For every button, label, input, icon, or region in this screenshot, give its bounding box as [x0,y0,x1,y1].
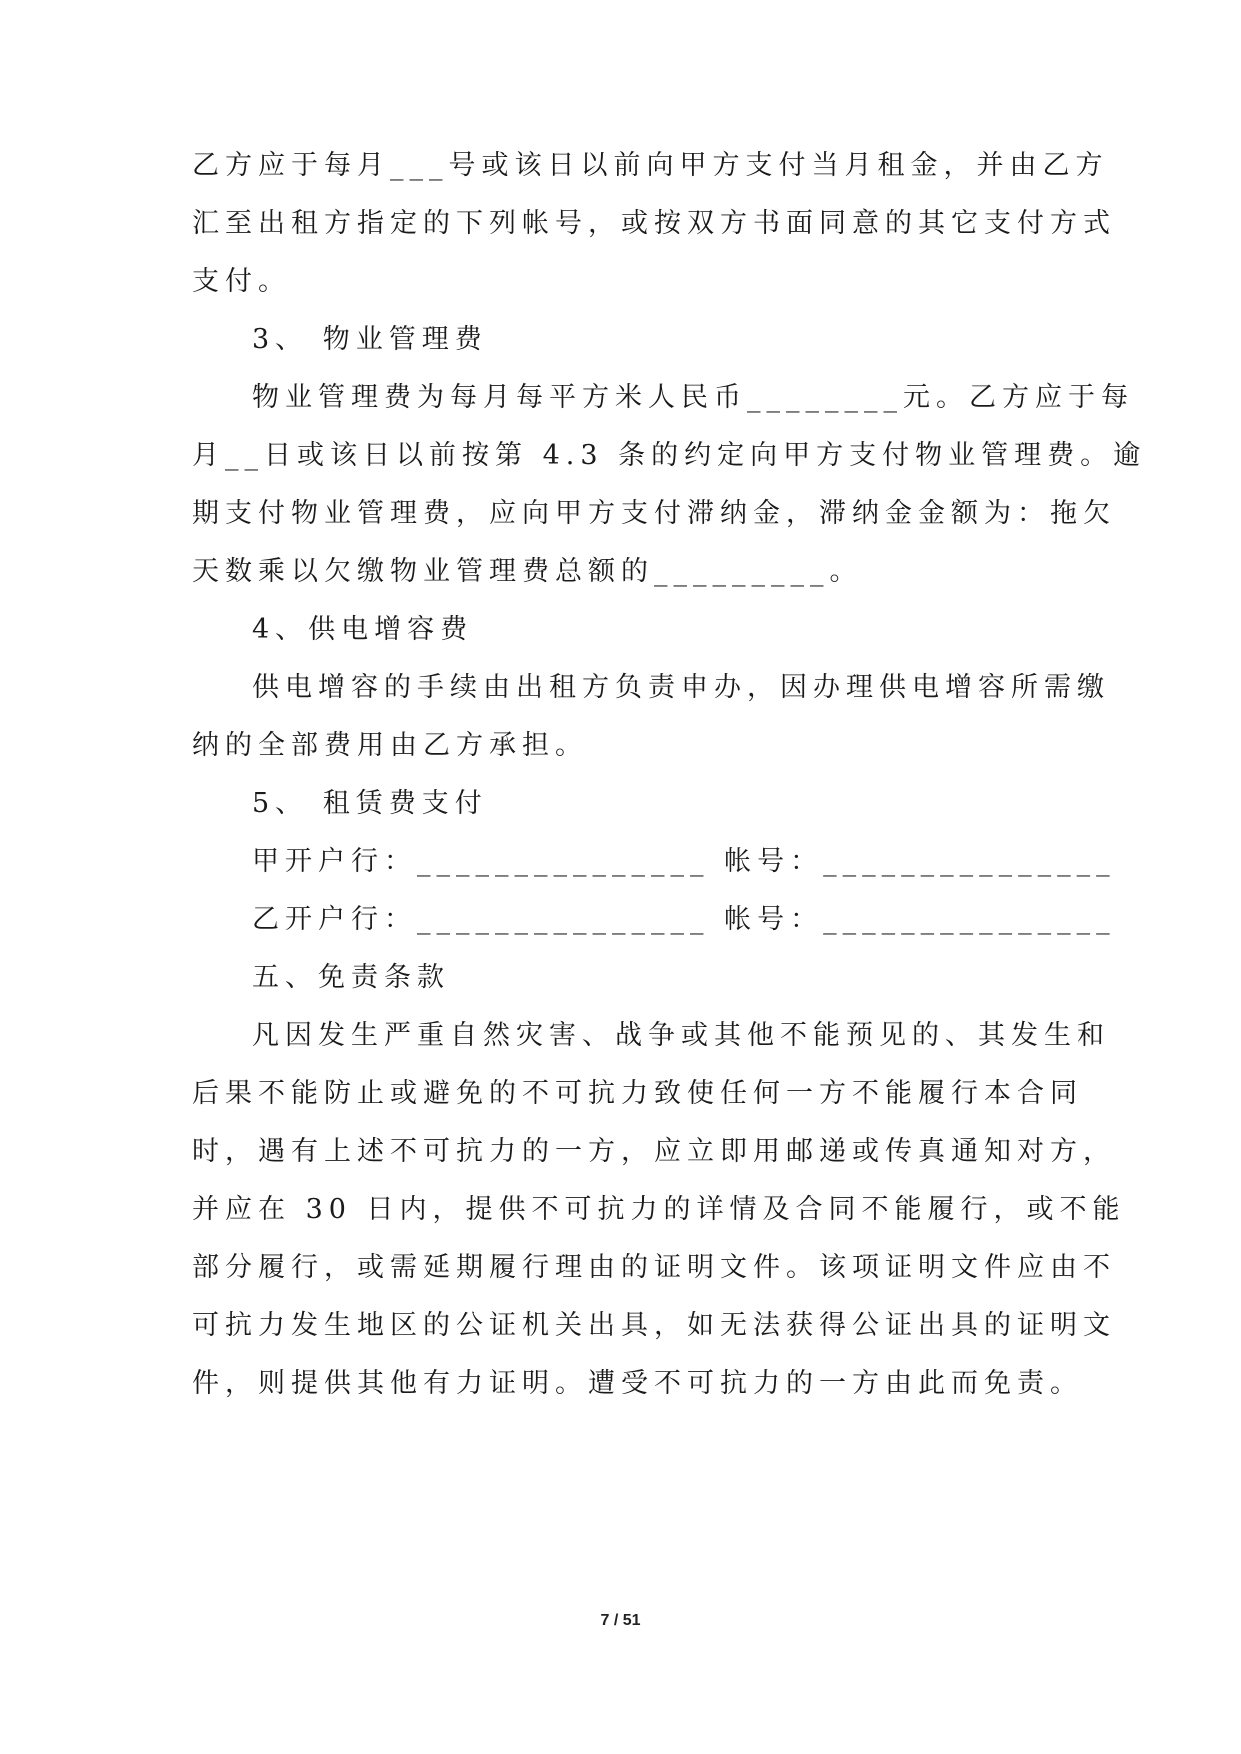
paragraph-line: 汇至出租方指定的下列帐号，或按双方书面同意的其它支付方式 [192,208,1116,239]
paragraph-line: 期支付物业管理费，应向甲方支付滞纳金，滞纳金金额为：拖欠 [192,498,1116,529]
section-heading: 4、供电增容费 [252,614,474,645]
section-heading: 3、 物业管理费 [252,324,488,355]
paragraph-line: 纳的全部费用由乙方承担。 [192,730,588,761]
page-number: 7 / 51 [600,1612,641,1629]
paragraph-line: 部分履行，或需延期履行理由的证明文件。该项证明文件应由不 [192,1252,1116,1283]
paragraph-line: 件，则提供其他有力证明。遭受不可抗力的一方由此而免责。 [192,1368,1083,1399]
paragraph-line: 物业管理费为每月每平方米人民币________元。乙方应于每 [252,382,1134,413]
paragraph-line: 支付。 [192,266,291,297]
section-heading: 5、 租赁费支付 [252,788,488,819]
paragraph-line: 月__日或该日以前按第 4.3 条的约定向甲方支付物业管理费。逾 [192,440,1147,471]
paragraph-line: 时，遇有上述不可抗力的一方，应立即用邮递或传真通知对方， [192,1136,1116,1167]
section-heading: 五、免责条款 [252,962,450,993]
paragraph-line: 乙方应于每月___号或该日以前向甲方支付当月租金，并由乙方 [192,150,1109,181]
paragraph-line: 后果不能防止或避免的不可抗力致使任何一方不能履行本合同 [192,1078,1083,1109]
bank-account-line: 乙开户行：_______________ 帐号：_______________ [252,904,1116,935]
paragraph-line: 凡因发生严重自然灾害、战争或其他不能预见的、其发生和 [252,1020,1110,1051]
paragraph-line: 供电增容的手续由出租方负责申办，因办理供电增容所需缴 [252,672,1110,703]
paragraph-line: 并应在 30 日内，提供不可抗力的详情及合同不能履行，或不能 [192,1194,1126,1225]
paragraph-line: 天数乘以欠缴物业管理费总额的_________。 [192,556,863,587]
paragraph-line: 可抗力发生地区的公证机关出具，如无法获得公证出具的证明文 [192,1310,1116,1341]
bank-account-line: 甲开户行：_______________ 帐号：_______________ [252,846,1116,877]
